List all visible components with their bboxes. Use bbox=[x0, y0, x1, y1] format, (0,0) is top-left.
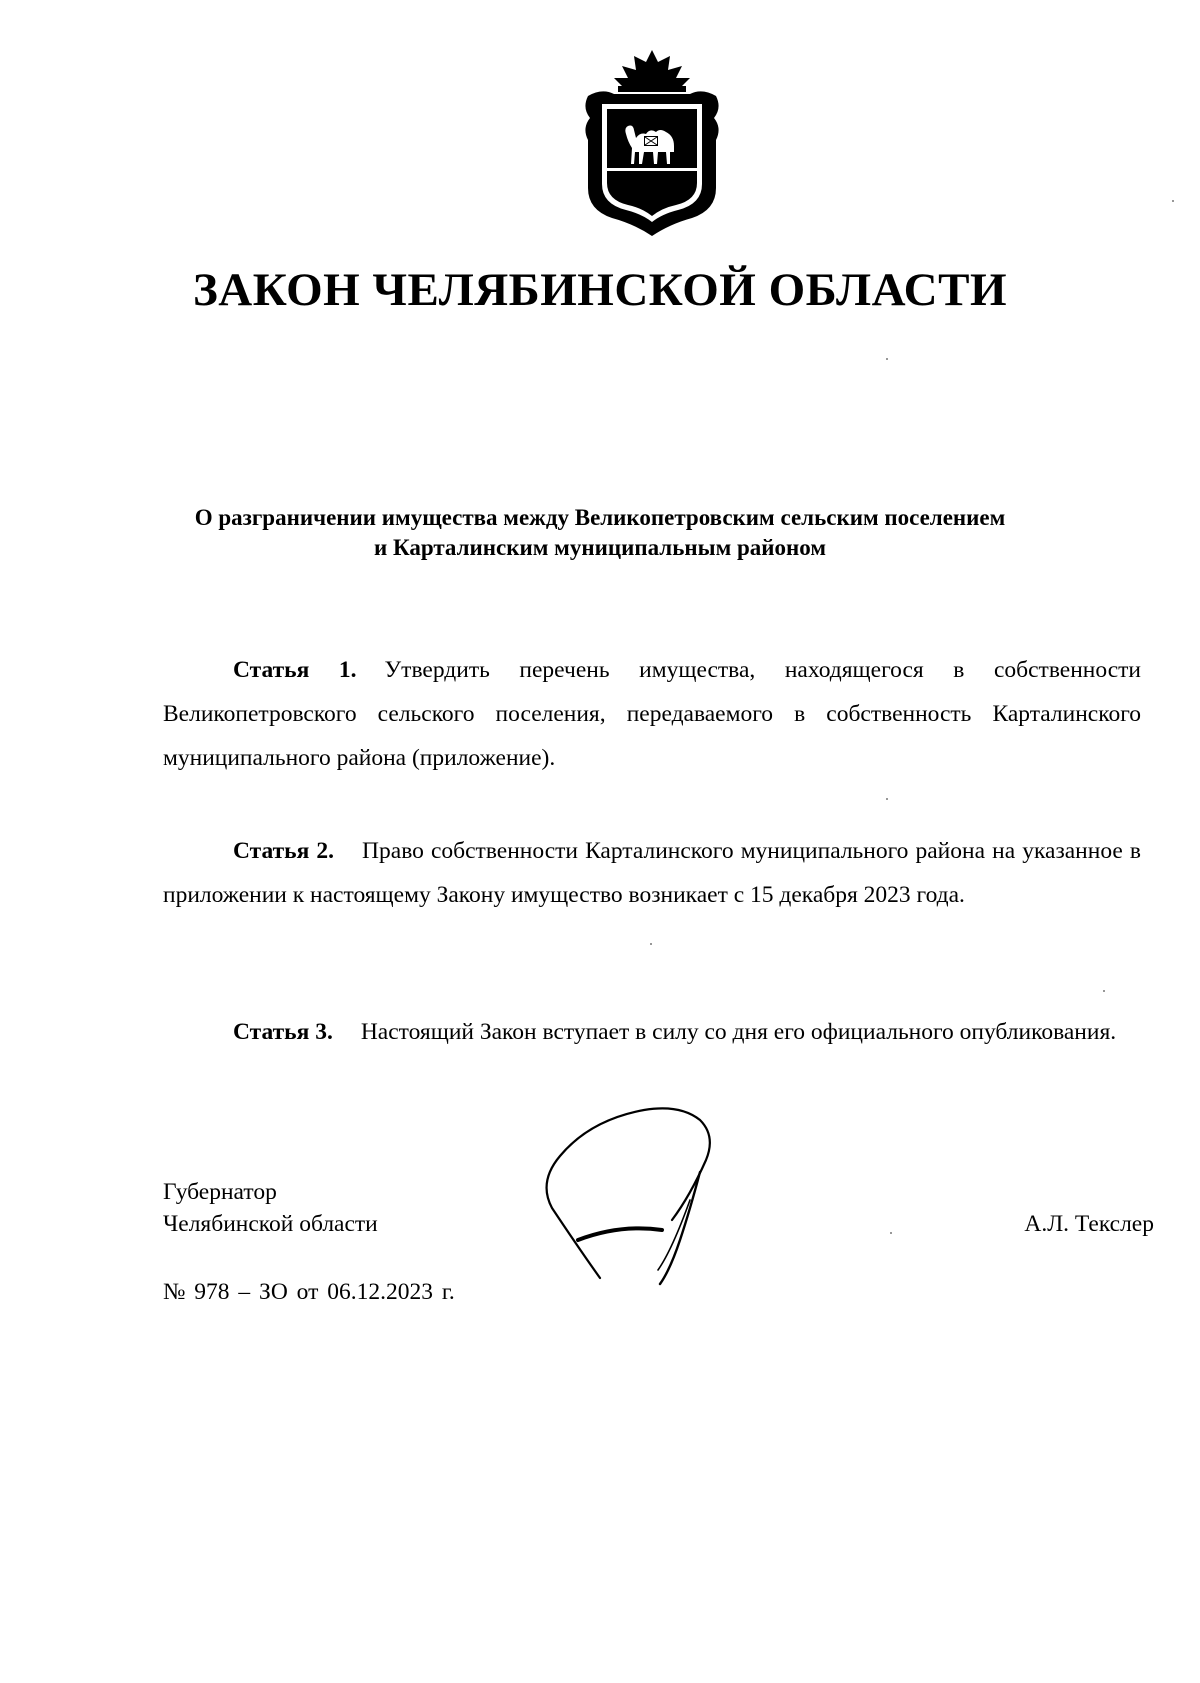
signatory-position bbox=[163, 1176, 378, 1240]
article-1 bbox=[163, 648, 1141, 780]
article-text: Право собственности Карталинского муниципального района на указанное в приложении к настоящему Закону имущество возникает с 15 декабря 2023 года. bbox=[163, 838, 1141, 908]
scan-speck bbox=[1172, 200, 1174, 202]
law-number-and-date: № 978 – ЗО от 06.12.2023 г. bbox=[163, 1279, 455, 1305]
document-type-heading: ЗАКОН ЧЕЛЯБИНСКОЙ ОБЛАСТИ bbox=[192, 264, 1008, 316]
article-label: Статья 3. bbox=[233, 1019, 333, 1045]
handwritten-signature-icon bbox=[540, 1100, 740, 1290]
article-label: Статья 1. bbox=[233, 657, 357, 683]
article-text: Настоящий Закон вступает в силу со дня его официального опубликования. bbox=[360, 1019, 1117, 1045]
signatory-position-line: Челябинской области bbox=[163, 1211, 378, 1237]
scan-speck bbox=[890, 1232, 892, 1234]
law-title-line: О разграничении имущества между Великопетровским сельским поселением bbox=[194, 505, 1006, 530]
law-title-line: и Карталинским муниципальным районом bbox=[373, 535, 827, 560]
scan-speck bbox=[886, 358, 888, 360]
signatory-name: А.Л. Текслер bbox=[1024, 1211, 1154, 1237]
scan-speck bbox=[650, 943, 652, 945]
coat-of-arms-icon bbox=[578, 48, 726, 238]
article-3 bbox=[163, 1010, 1141, 1054]
scan-speck bbox=[886, 798, 888, 800]
scan-speck bbox=[1103, 990, 1105, 992]
article-2 bbox=[163, 829, 1141, 917]
law-title bbox=[150, 503, 1050, 563]
article-label: Статья 2. bbox=[233, 838, 335, 864]
signatory-position-line: Губернатор bbox=[163, 1179, 277, 1205]
article-text: Утвердить перечень имущества, находящегося в собственности Великопетровского сельского поселения, передаваемого в собственность Карталинского муниципального района (приложение). bbox=[163, 657, 1141, 771]
